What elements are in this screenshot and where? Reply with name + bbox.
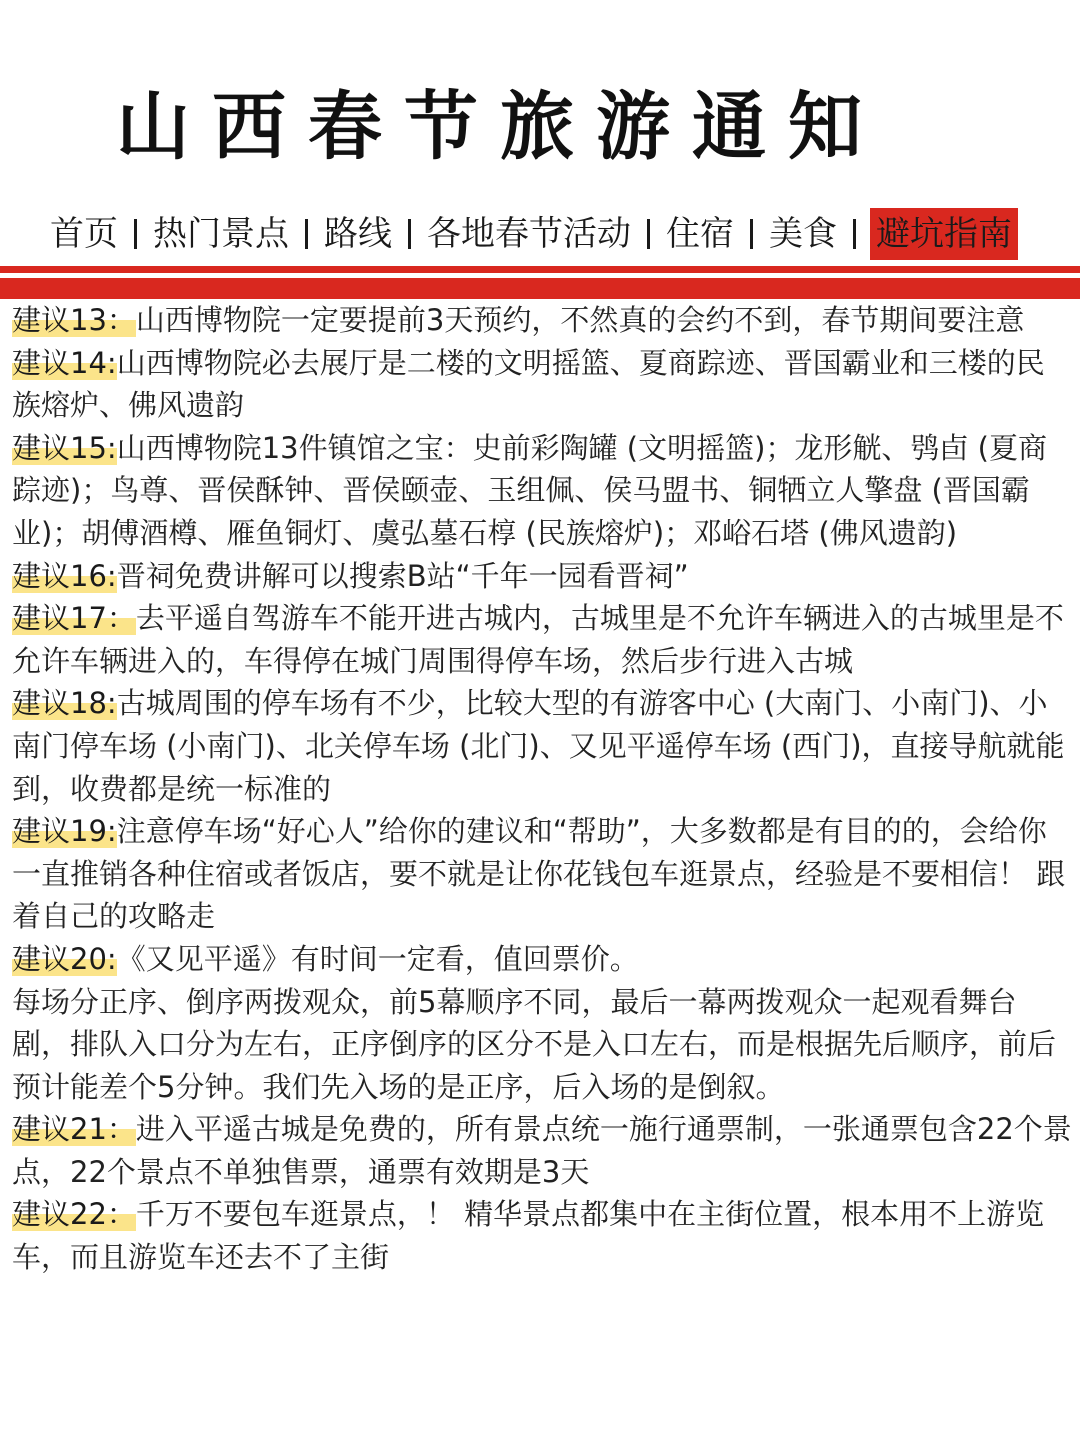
tip-20-detail [12, 981, 1072, 1109]
tip-21 [12, 1108, 1072, 1193]
nav-item-food[interactable]: 美食 [769, 214, 837, 254]
tip-label: 建议22： [12, 1197, 136, 1232]
tip-18 [12, 682, 1072, 810]
tip-label: 建议21： [12, 1112, 136, 1147]
tip-label: 建议13： [12, 303, 136, 337]
tip-label: 建议19: [12, 814, 117, 849]
tip-text: 注意停车场“好心人”给你的建议和“帮助”，大多数都是有目的的，会给你一直推销各种住宿或者饭店，要不就是让你花钱包车逛景点，经验是不要相信！ 跟着自己的攻略走 [12, 814, 1066, 934]
tip-text: 山西博物院必去展厅是二楼的文明摇篮、夏商踪迹、晋国霸业和三楼的民族熔炉、佛风遗韵 [12, 345, 1045, 423]
nav-divider [134, 219, 137, 249]
tip-13 [12, 299, 1072, 342]
tip-text: 古城周围的停车场有不少，比较大型的有游客中心 (大南门、小南门)、小南门停车场 (小南门)、北关停车场 (北门)、又见平遥停车场 (西门)，直接导航就能到，收费都是统一标准的 [12, 686, 1065, 806]
nav-divider [750, 219, 753, 249]
divider-bar-thin [0, 266, 1080, 273]
tip-14 [12, 342, 1072, 427]
tip-label: 建议17： [12, 601, 136, 636]
tip-text: 每场分正序、倒序两拨观众，前5幕顺序不同，最后一幕两拨观众一起观看舞台剧，排队入口分为左右，正序倒序的区分不是入口左右，而是根据先后顺序，前后预计能差个5分钟。我们先入场的是正序，后入场的是倒叙。 [12, 984, 1057, 1104]
nav-item-festival-events[interactable]: 各地春节活动 [427, 214, 631, 254]
tip-16 [12, 555, 1072, 598]
tip-text: 山西博物院一定要提前3天预约，不然真的会约不到，春节期间要注意 [135, 303, 1025, 337]
nav-item-lodging[interactable]: 住宿 [666, 214, 734, 254]
tips-list [12, 299, 1072, 1279]
tip-label: 建议14: [12, 345, 117, 380]
page-title: 山西春节旅游通知 [116, 84, 884, 170]
nav-item-pitfall-guide[interactable]: 避坑指南 [870, 208, 1018, 260]
tip-text: 进入平遥古城是免费的，所有景点统一施行通票制，一张通票包含22个景点，22个景点不单独售票，通票有效期是3天 [12, 1112, 1072, 1189]
divider-bar-thick [0, 278, 1080, 299]
tip-label: 建议20: [12, 941, 117, 976]
tip-label: 建议18: [12, 686, 117, 721]
tip-text: 山西博物院13件镇馆之宝：史前彩陶罐 (文明摇篮)；龙形觥、鸮卣 (夏商踪迹)；鸟尊、晋侯酥钟、晋侯颐壶、玉组佩、侯马盟书、铜牺立人擎盘 (晋国霸业)；胡傅酒樽、雁鱼铜灯、虞弘墓石椁 (民族熔炉)；邓峪石塔 (佛风遗韵) [12, 430, 1047, 550]
tip-text: 千万不要包车逛景点，！ 精华景点都集中在主街位置，根本用不上游览车，而且游览车还去不了主街 [12, 1197, 1045, 1275]
tip-20 [12, 938, 1072, 981]
nav-item-hot-spots[interactable]: 热门景点 [153, 214, 289, 254]
nav-divider [305, 219, 308, 249]
tip-label: 建议15: [12, 430, 117, 465]
tip-text: 晋祠免费讲解可以搜索B站“千年一园看晋祠” [116, 558, 689, 593]
nav-item-routes[interactable]: 路线 [324, 214, 392, 254]
tip-17 [12, 597, 1072, 682]
tip-text: 《又见平遥》有时间一定看，值回票价。 [116, 941, 639, 976]
top-nav [48, 208, 1048, 260]
tip-22 [12, 1193, 1072, 1278]
nav-item-home[interactable]: 首页 [50, 214, 118, 254]
tip-15 [12, 427, 1072, 555]
nav-divider [408, 219, 411, 249]
tip-label: 建议16: [12, 558, 117, 593]
tip-19 [12, 810, 1072, 938]
nav-divider [647, 219, 650, 249]
nav-divider [853, 219, 856, 249]
tip-text: 去平遥自驾游车不能开进古城内，古城里是不允许车辆进入的古城里是不允许车辆进入的，车得停在城门周围得停车场，然后步行进入古城 [12, 601, 1064, 678]
